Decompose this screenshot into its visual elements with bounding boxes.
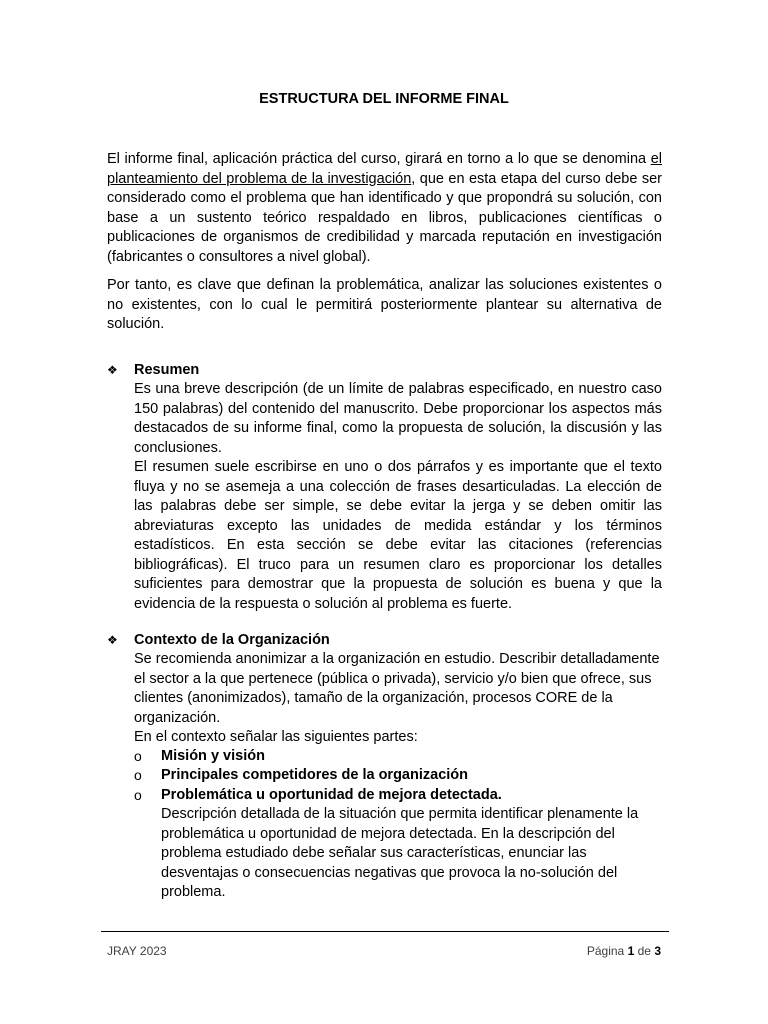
resumen-paragraph-2: El resumen suele escribirse en uno o dos párrafos y es importante que el texto fluya y no se asemeja a una colección de frases desarticuladas. La elección de las palabras debe ser simple, se debe evitar la jerga y se deben omitir las abreviaturas excepto las unidades de medida estándar y los términos estadísticos. En esta sección se debe evitar las citaciones (referencias bibliográficas). El truco para un resumen claro es proporcionar los detalles suficientes para demostrar que la propuesta de solución es buena y que la evidencia de la respuesta o solución al problema es fuerte.	[134, 459, 662, 612]
circle-bullet-icon: o	[134, 767, 142, 783]
page-number	[587, 944, 661, 958]
current-page: 1	[627, 944, 635, 958]
total-pages: 3	[654, 944, 661, 958]
of-word: de	[637, 944, 651, 958]
intro-paragraph-2: Por tanto, es clave que definan la problemática, analizar las soluciones existentes o no existentes, con lo cual le permitirá posteriormente plantear su alternativa de solución.	[107, 277, 662, 332]
problematica-description: Descripción detallada de la situación que permita identificar plenamente la problemática u oportunidad de mejora detectada. En la descripción del problema estudiado debe señalar sus características, enunciar las desventajas o consecuencias negativas que provoca la no-solución del problema.	[161, 806, 639, 900]
list-item-competidores: Principales competidores de la organización	[161, 767, 469, 783]
intro-underlined-phrase: el planteamiento del problema de la investigación	[107, 151, 662, 187]
intro-text-end: , que en esta etapa del curso debe ser considerado como el problema que han identificado y que propondrá su solución, con base a un sustento teórico respaldado en libros, publicaciones científicas o publicaciones de organismos de credibilidad y marcada reputación en investigación (fabricantes o consultores a nivel global).	[107, 170, 662, 265]
diamond-bullet-icon: ❖	[107, 363, 118, 377]
contexto-paragraph-1: Se recomienda anonimizar a la organización en estudio. Describir detalladamente el sector a la que pertenece (pública o privada), servicio y/o bien que ofrece, sus clientes (anonimizados), tamaño de la organización, procesos CORE de la organización.	[134, 651, 660, 726]
footer-author: JRAY 2023	[107, 944, 167, 958]
list-item-problematica: Problemática u oportunidad de mejora detectada.	[161, 787, 502, 803]
footer-divider	[101, 931, 669, 932]
intro-text-start: El informe final, aplicación práctica del curso, girará en torno a lo que se denomina	[107, 151, 651, 167]
section-heading-resumen: Resumen	[134, 362, 200, 378]
resumen-paragraph-1: Es una breve descripción (de un límite de palabras especificado, en nuestro caso 150 palabras) del contenido del manuscrito. Debe proporcionar los aspectos más destacados de su informe final, como la propuesta de solución, la discusión y las conclusiones.	[134, 381, 662, 456]
page-title: ESTRUCTURA DEL INFORME FINAL	[259, 91, 509, 107]
section-heading-contexto: Contexto de la Organización	[134, 632, 330, 648]
list-item-mision: Misión y visión	[161, 748, 265, 764]
page-word: Página	[586, 944, 625, 958]
circle-bullet-icon: o	[134, 787, 142, 803]
circle-bullet-icon: o	[134, 748, 142, 764]
contexto-paragraph-2: En el contexto señalar las siguientes partes:	[134, 729, 418, 745]
diamond-bullet-icon: ❖	[107, 633, 118, 647]
intro-paragraph-1	[107, 150, 662, 267]
